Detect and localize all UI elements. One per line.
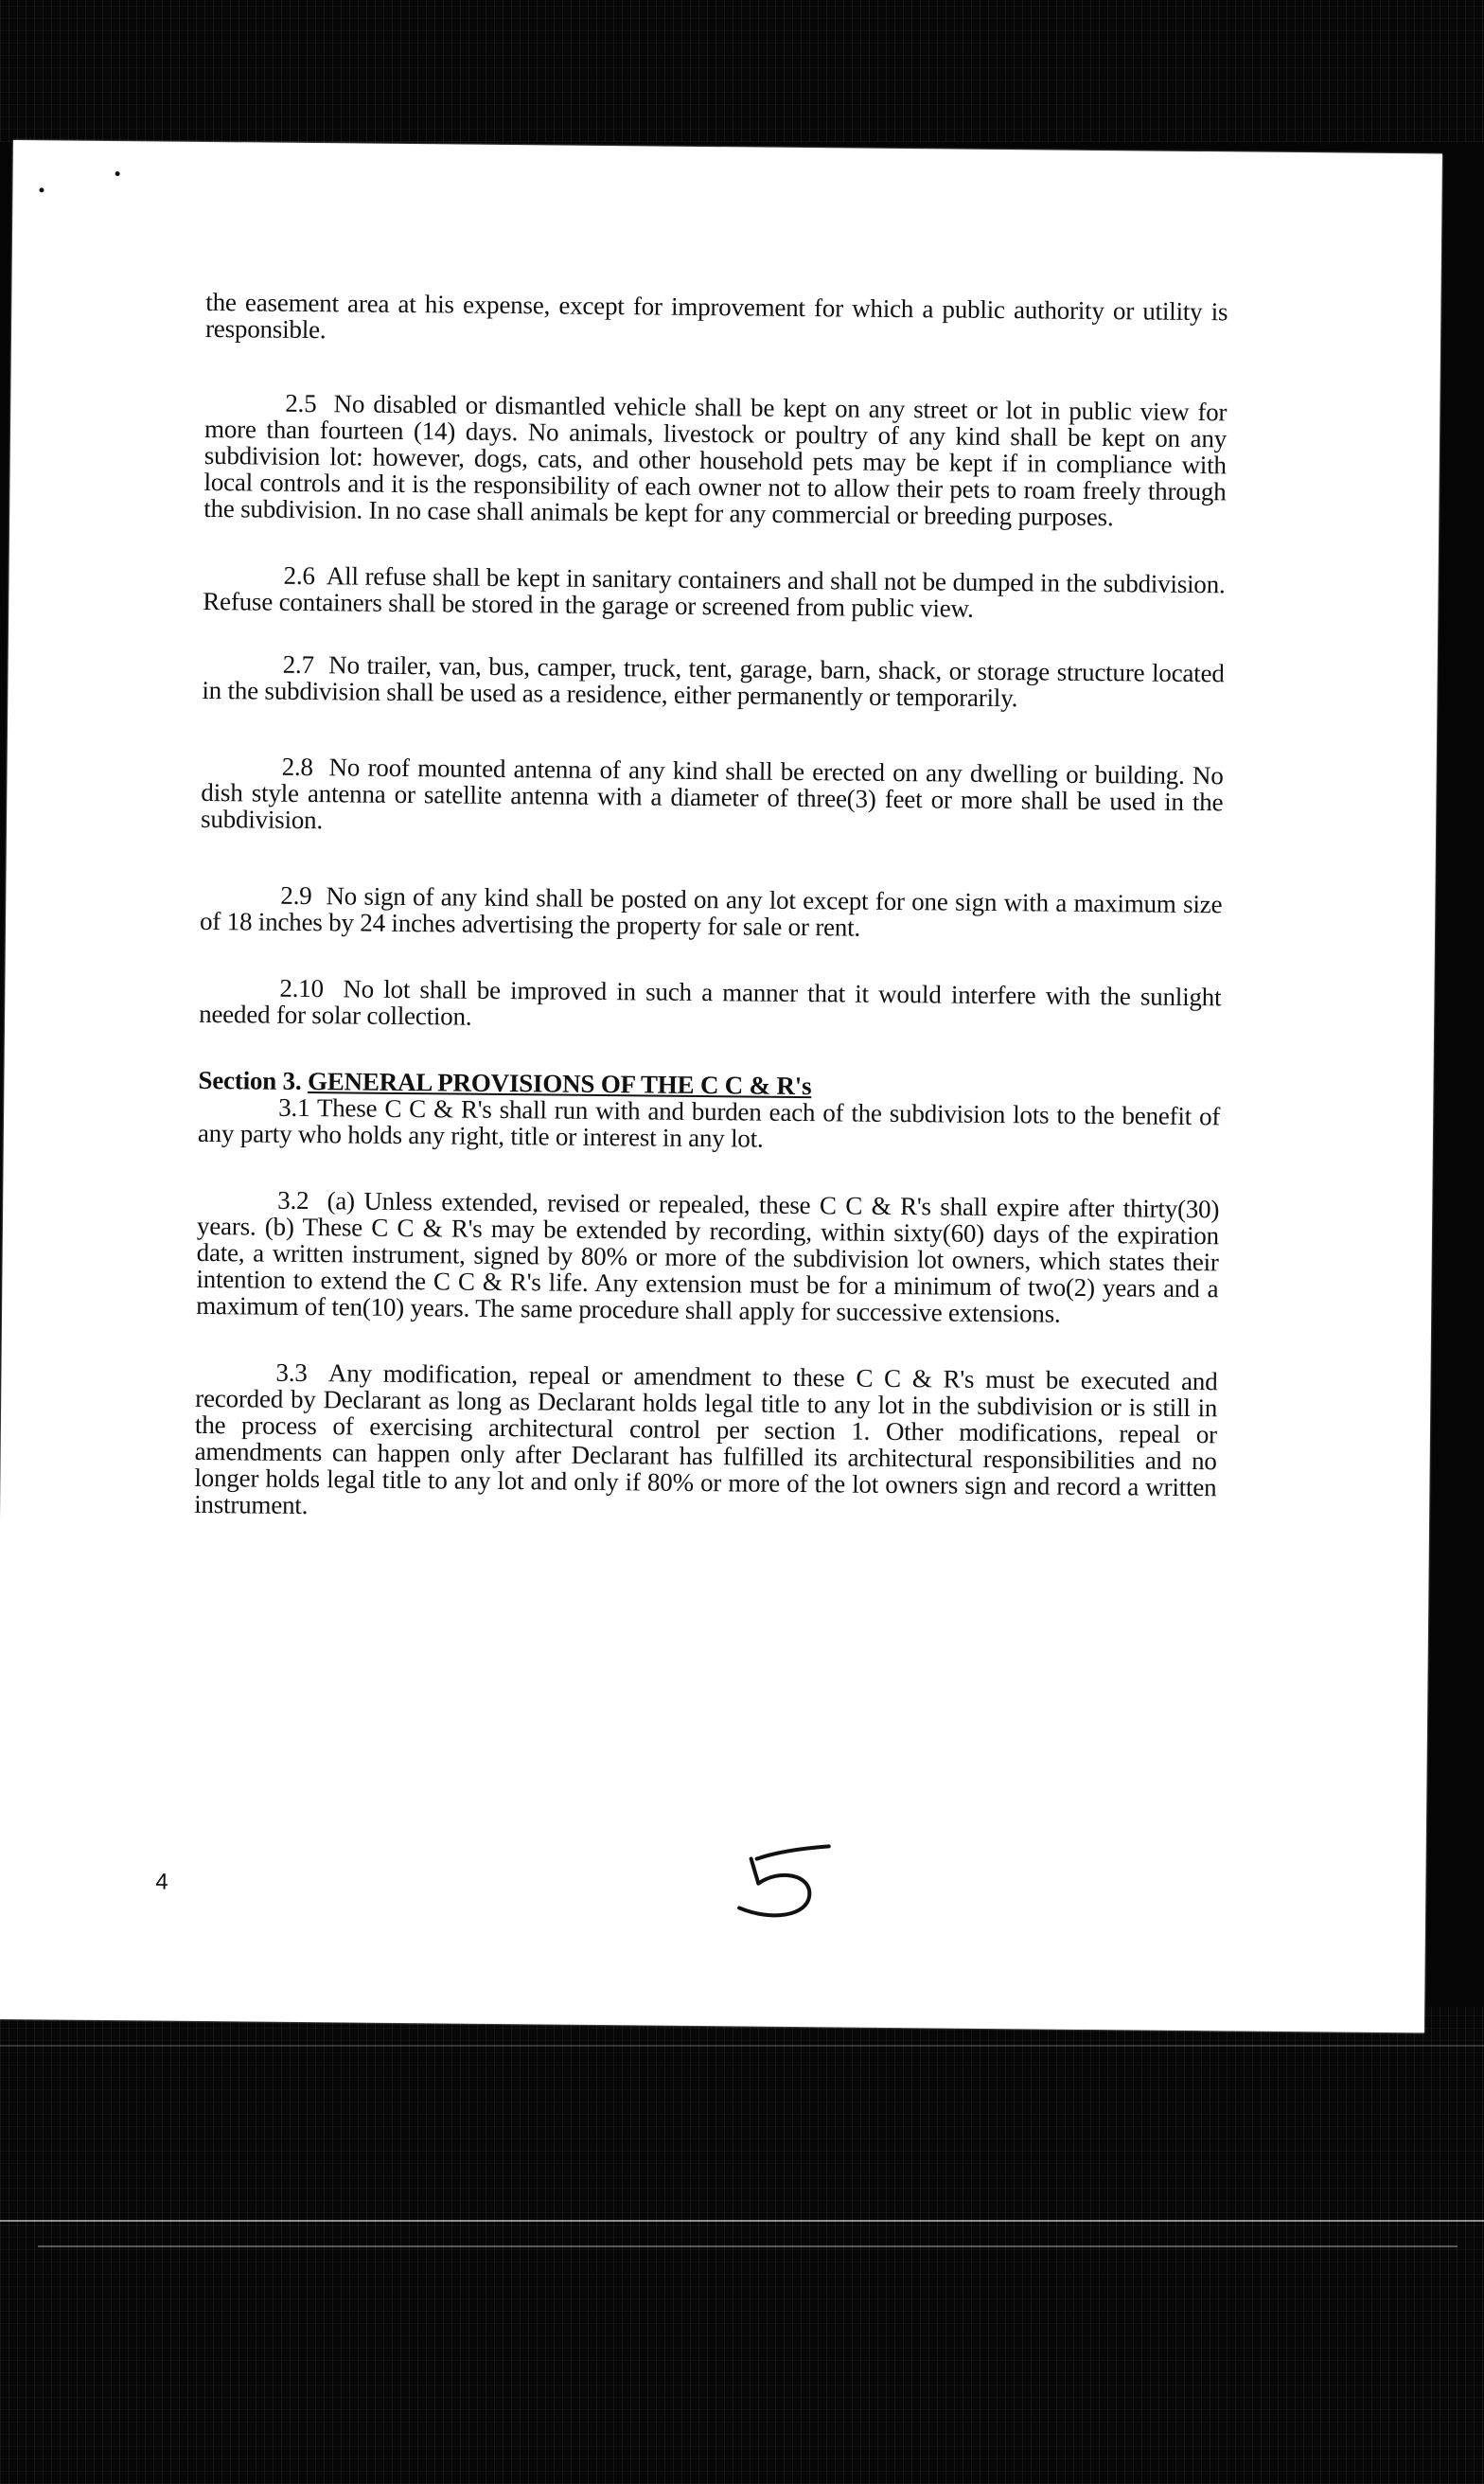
paragraph-text: These C C & R's shall run with and burden each of the subdivision lots to the benefit of any party who holds any right, title or interest in any lot. bbox=[197, 1093, 1221, 1153]
paragraph-3-3 bbox=[194, 1358, 1218, 1527]
paragraph-number: 2.8 bbox=[281, 752, 313, 782]
document-page bbox=[0, 140, 1442, 2032]
section-title: GENERAL PROVISIONS OF THE C C & R's bbox=[307, 1067, 812, 1101]
paragraph-text: No roof mounted antenna of any kind shall be erected on any dwelling or building. No dish style antenna or satellite antenna with a diameter of three(3) feet or more shall be used in the subdivision. bbox=[200, 753, 1224, 835]
paragraph-number: 2.6 bbox=[283, 560, 315, 591]
paragraph-text: Any modification, repeal or amendment to these C C & R's must be executed and recorded by Declarant as long as Declarant holds legal title to any lot in the subdivision or is still in the process of exercising architectural control per section 1. Other modifications, repeal or amendments can happen only after Declarant has fulfilled its architectural responsibilities and no longer holds legal title to any lot and only if 80% or more of the lot owners sign and record a written instrument. bbox=[194, 1358, 1218, 1520]
scan-speck bbox=[115, 171, 120, 176]
continuation-paragraph: the easement area at his expense, except for improvement for which a public authority or utility is responsible. bbox=[204, 287, 1228, 345]
paragraph-2-10 bbox=[199, 974, 1221, 1037]
paragraph-number: 3.2 bbox=[277, 1185, 309, 1215]
paragraph-text: No sign of any kind shall be posted on any lot except for one sign with a maximum size of 18 inches by 24 inches advertising the property for sale or rent. bbox=[199, 881, 1223, 942]
scan-noise-top bbox=[0, 0, 1484, 142]
paragraph-number: 3.3 bbox=[275, 1357, 308, 1388]
handwritten-page-number bbox=[730, 1841, 835, 1927]
scan-artifact-line bbox=[38, 2245, 1458, 2247]
paragraph-number: 2.7 bbox=[282, 649, 314, 680]
paragraph-number: 2.9 bbox=[280, 880, 312, 911]
paragraph-text: All refuse shall be kept in sanitary containers and shall not be dumped in the subdivision. Refuse containers shall be stored in the garage or screened from public view. bbox=[203, 561, 1226, 623]
page-body bbox=[194, 289, 1228, 1527]
paragraph-3-1 bbox=[198, 1093, 1220, 1156]
paragraph-2-9 bbox=[200, 881, 1222, 944]
paragraph-2-6 bbox=[203, 561, 1225, 624]
paragraph-text: No trailer, van, bus, camper, truck, tent, garage, barn, shack, or storage structure located in the subdivision shall be used as a residence, either permanently or temporarily. bbox=[202, 650, 1225, 713]
paragraph-text: No disabled or dismantled vehicle shall be kept on any street or lot in public view for more than fourteen (14) days. No animals, livestock or poultry of any kind shall be kept on any subdivision lot: however, dogs, cats, and other household pets may be kept if in compliance with local controls and it is the responsibility of each owner not to allow their pets to roam freely through the subdivision. In no case shall animals be kept for any commercial or breeding purposes. bbox=[203, 389, 1228, 532]
paragraph-number: 2.5 bbox=[285, 388, 317, 418]
paragraph-2-8 bbox=[201, 753, 1224, 842]
paragraph-3-2 bbox=[196, 1186, 1219, 1328]
paragraph-2-5 bbox=[203, 389, 1227, 531]
scan-speck bbox=[39, 187, 44, 192]
paragraph-number: 3.1 bbox=[278, 1092, 310, 1123]
paragraph-2-7 bbox=[202, 650, 1224, 713]
scan-artifact-line bbox=[0, 2045, 1484, 2047]
paragraph-number: 2.10 bbox=[279, 973, 325, 1003]
paragraph-text: (a) Unless extended, revised or repealed, these C C & R's shall expire after thirty(30) years. (b) These C C & R's may be extended by recording, within sixty(60) days of the expiration date, a written instrument, signed by 80% or more of the subdivision lot owners, which states their intention to extend the C C & R's life. Any extension must be for a minimum of two(2) years and a maximum of ten(10) years. The same procedure shall apply for successive extensions. bbox=[196, 1186, 1220, 1328]
scan-artifact-line bbox=[0, 2220, 1484, 2222]
paragraph-text: No lot shall be improved in such a manner that it would interfere with the sunlight needed for solar collection. bbox=[199, 974, 1222, 1031]
page-number: 4 bbox=[155, 1869, 168, 1895]
section-label: Section 3. bbox=[198, 1065, 302, 1095]
